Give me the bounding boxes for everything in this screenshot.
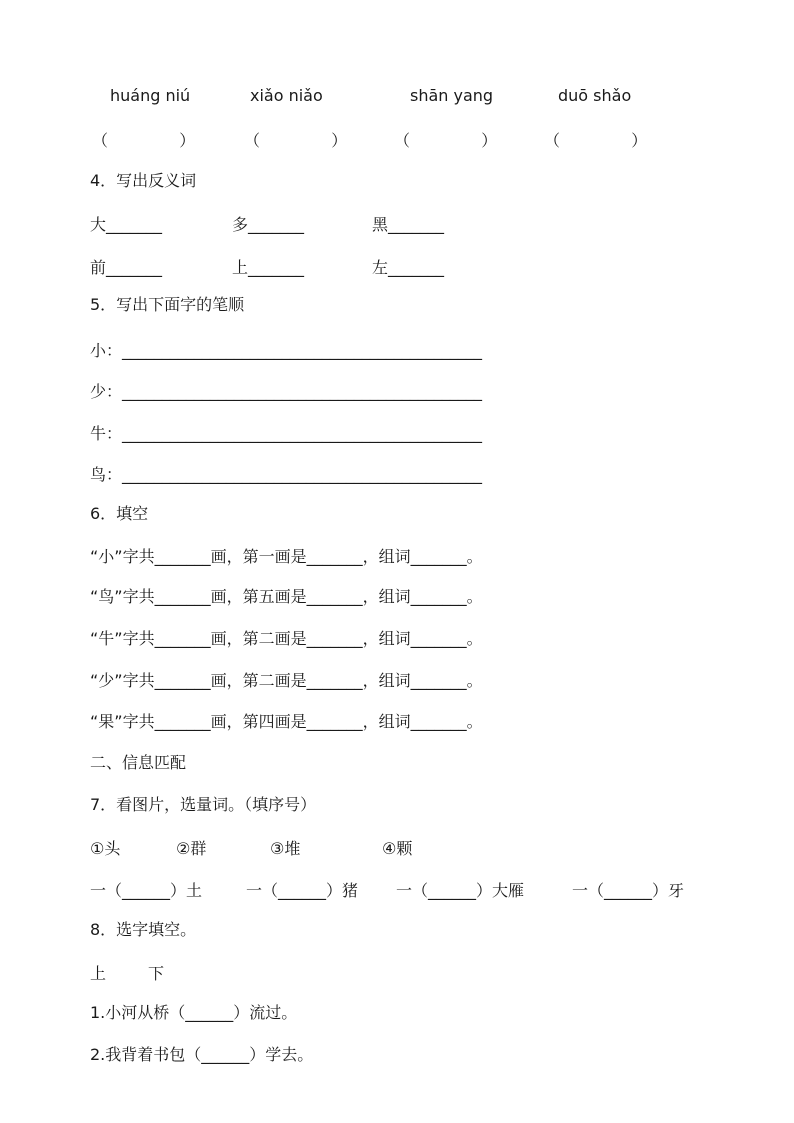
- measure-word-blank[interactable]: 一（______）土: [90, 881, 203, 900]
- pinyin-item: duō shǎo: [558, 86, 632, 105]
- fill-blank-item[interactable]: “少”字共_______画，第二画是_______，组词_______。: [90, 671, 483, 690]
- stroke-order-line[interactable]: 少：_____________________________________________: [90, 382, 483, 401]
- antonym-blank[interactable]: 大_______: [90, 215, 163, 234]
- fill-blank-item[interactable]: “果”字共_______画，第四画是_______，组词_______。: [90, 712, 483, 731]
- antonym-blank[interactable]: 上_______: [232, 258, 305, 277]
- pinyin-item: shān yang: [410, 86, 494, 105]
- pinyin-item: xiǎo niǎo: [250, 86, 323, 105]
- q4-title: 4．写出反义词: [90, 171, 197, 190]
- stroke-order-line[interactable]: 鸟：_____________________________________________: [90, 465, 483, 484]
- fill-blank-item[interactable]: “小”字共_______画，第一画是_______，组词_______。: [90, 547, 483, 566]
- q8-title: 8．选字填空。: [90, 920, 197, 939]
- measure-word-blank[interactable]: 一（______）大雁: [396, 881, 525, 900]
- fill-blank-item[interactable]: “鸟”字共_______画，第五画是_______，组词_______。: [90, 587, 483, 606]
- option-label: ①头: [90, 839, 121, 858]
- choice-char: 下: [148, 964, 165, 983]
- answer-blank[interactable]: （ ）: [92, 131, 196, 150]
- choice-char: 上: [90, 964, 107, 983]
- answer-blank[interactable]: （ ）: [394, 131, 498, 150]
- answer-blank[interactable]: （ ）: [544, 131, 648, 150]
- sentence-blank-item[interactable]: 2.我背着书包（______）学去。: [90, 1045, 314, 1064]
- antonym-blank[interactable]: 前_______: [90, 258, 163, 277]
- antonym-blank[interactable]: 黑_______: [372, 215, 445, 234]
- measure-word-blank[interactable]: 一（______）猪: [246, 881, 359, 900]
- stroke-order-line[interactable]: 牛：_____________________________________________: [90, 424, 483, 443]
- option-label: ②群: [176, 839, 207, 858]
- measure-word-blank[interactable]: 一（______）牙: [572, 881, 685, 900]
- option-label: ④颗: [382, 839, 413, 858]
- section-title: 二、信息匹配: [90, 753, 187, 772]
- q6-title: 6．填空: [90, 504, 149, 523]
- stroke-order-line[interactable]: 小：_____________________________________________: [90, 341, 483, 360]
- pinyin-item: huáng niú: [110, 86, 191, 105]
- fill-blank-item[interactable]: “牛”字共_______画，第二画是_______，组词_______。: [90, 629, 483, 648]
- q7-title: 7．看图片，选量词。（填序号）: [90, 795, 317, 814]
- antonym-blank[interactable]: 左_______: [372, 258, 445, 277]
- antonym-blank[interactable]: 多_______: [232, 215, 305, 234]
- answer-blank[interactable]: （ ）: [244, 131, 348, 150]
- option-label: ③堆: [270, 839, 301, 858]
- q5-title: 5．写出下面字的笔顺: [90, 295, 245, 314]
- sentence-blank-item[interactable]: 1.小河从桥（______）流过。: [90, 1003, 298, 1022]
